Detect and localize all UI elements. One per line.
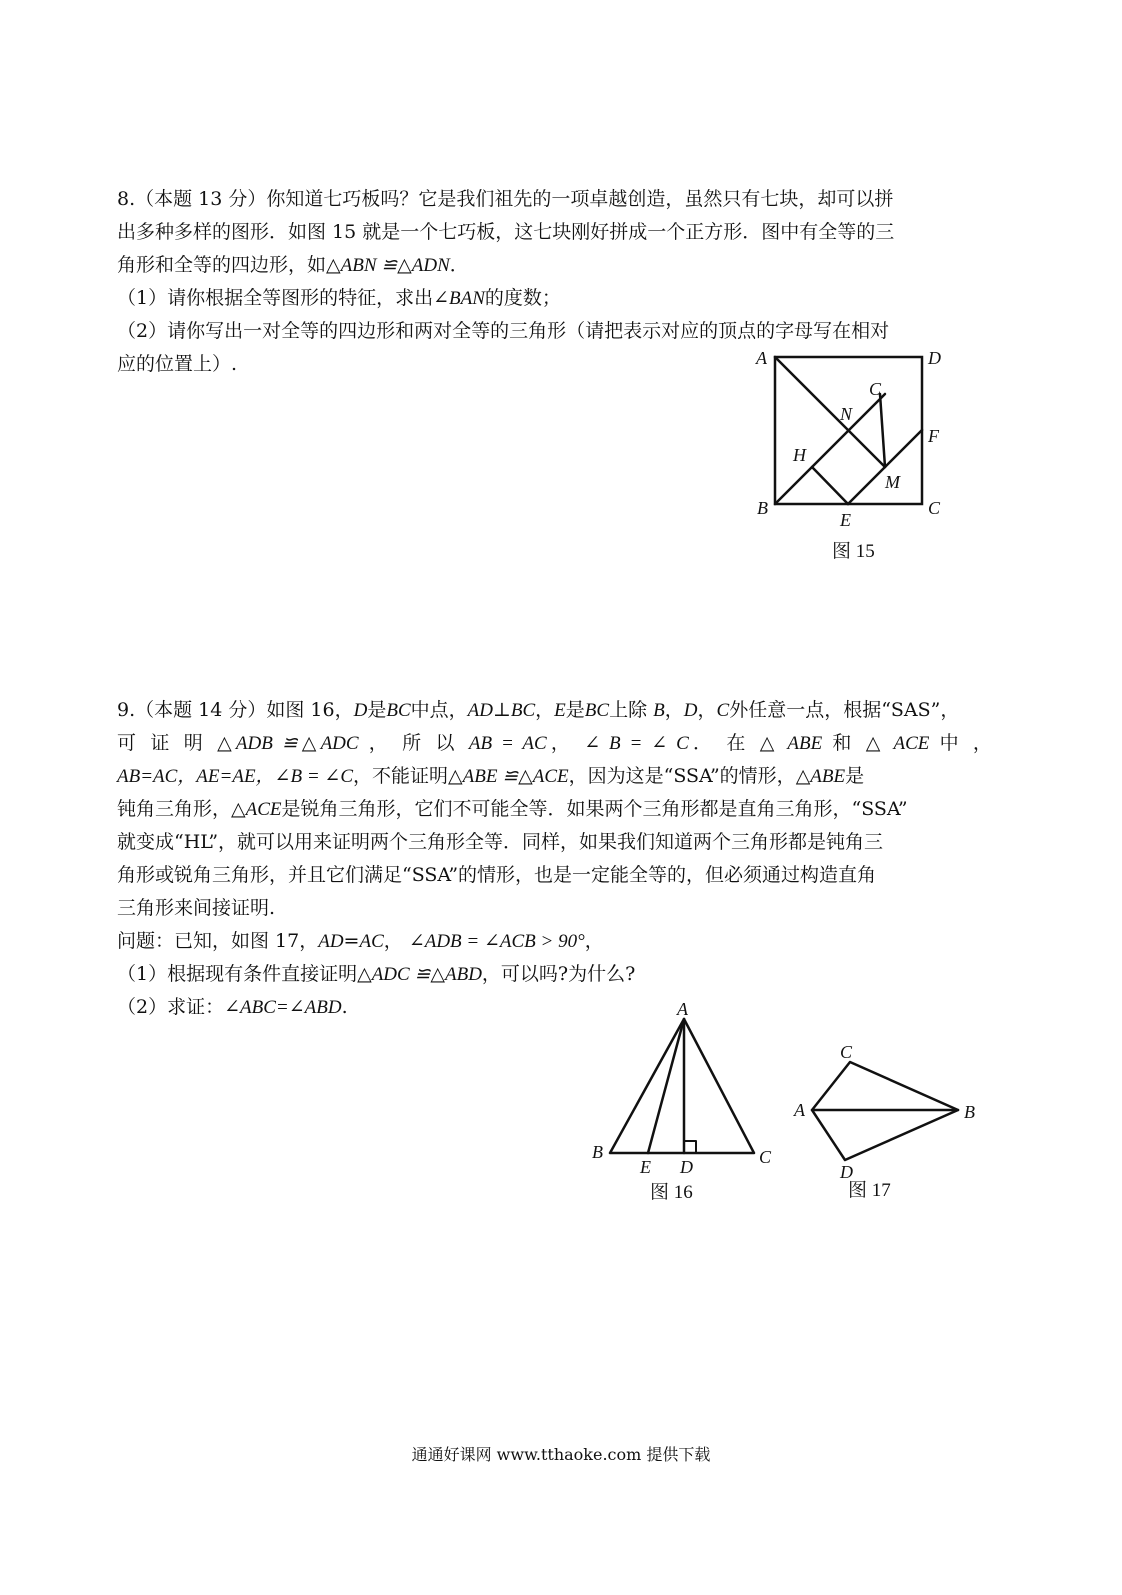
problem-9-question-2: （2）求证：∠ABC=∠ABD. — [117, 996, 348, 1018]
problem-8-question-1: （1）请你根据全等图形的特征，求出∠BAN的度数； — [117, 287, 561, 309]
figure-15-caption: 图 15 — [832, 541, 875, 562]
fig17-label-b: B — [964, 1102, 975, 1122]
problem-8-question-2-line-1: （2）请你写出一对全等的四边形和两对全等的三角形（请把表示对应的顶点的字母写在相对 — [117, 320, 890, 342]
fig15-label-d: D — [928, 348, 941, 368]
page-footer: 通通好课网 www.tthaoke.com 提供下载 — [411, 1445, 711, 1464]
fig16-label-d: D — [680, 1157, 693, 1177]
triangle-abc — [610, 1019, 754, 1153]
problem-9-question-1: （1）根据现有条件直接证明△ADC ≌△ABD，可以吗?为什么? — [117, 963, 636, 985]
fig15-label-a: A — [756, 348, 767, 368]
figure-15-tangram — [740, 340, 960, 570]
right-angle-mark — [684, 1141, 696, 1153]
fig16-label-a: A — [677, 999, 688, 1019]
fig16-label-b: B — [592, 1142, 603, 1162]
line-c-m — [880, 394, 885, 467]
fig15-label-h: H — [793, 445, 806, 465]
angle-ban: ∠BAN — [433, 288, 485, 309]
problem-9-line-2: 可 证 明 △ADB ≌△ADC ， 所 以 AB = AC， ∠ B = ∠ C． 在 △ ABE 和 △ ACE 中 ， — [117, 732, 992, 754]
problem-8-line-1: 8.（本题 13 分）你知道七巧板吗？它是我们祖先的一项卓越创造，虽然只有七块，却可以拼 — [117, 188, 894, 210]
problem-9-line-6: 角形或锐角三角形，并且它们满足“SSA”的情形，也是一定能全等的，但必须通过构造直角 — [117, 864, 877, 886]
figure-16-triangle — [580, 995, 790, 1210]
figure-17-kite — [790, 1040, 990, 1210]
fig16-label-c: C — [759, 1147, 772, 1167]
fig15-label-e: E — [840, 510, 851, 530]
fig17-label-d: D — [840, 1162, 853, 1182]
fig15-label-b: B — [757, 498, 768, 518]
problem-9-line-5: 就变成“HL”，就可以用来证明两个三角形全等．同样，如果我们知道两个三角形都是钝角三 — [117, 831, 884, 853]
line-h-e — [812, 467, 848, 504]
problem-9-line-4: 钝角三角形，△ACE是锐角三角形，它们不可能全等．如果两个三角形都是直角三角形，“SSA” — [117, 798, 908, 820]
problem-9-line-1: 9.（本题 14 分）如图 16，D是BC中点，AD⊥BC，E是BC上除 B，D，C外任意一点，根据“SAS”， — [117, 699, 960, 721]
fig15-label-m: M — [885, 472, 900, 492]
problem-9 — [117, 694, 992, 1024]
problem-8-line-3: 角形和全等的四边形，如△ABN ≌△ADN． — [117, 254, 469, 276]
figure-16-caption: 图 16 — [650, 1182, 693, 1203]
fig15-label-n: N — [840, 404, 853, 424]
problem-8-line-2: 出多种多样的图形．如图 15 就是一个七巧板，这七块刚好拼成一个正方形．图中有全等的三 — [117, 221, 895, 243]
figure-17-caption: 图 17 — [848, 1180, 891, 1201]
problem-9-line-3: AB=AC，AE=AE，∠B = ∠C，不能证明△ABE ≌△ACE，因为这是“SSA”的情形，△ABE是 — [117, 765, 865, 787]
segment-ae — [648, 1019, 684, 1153]
fig15-label-c-top: C — [869, 379, 882, 399]
fig17-label-c: C — [840, 1042, 853, 1062]
fig16-label-e: E — [640, 1157, 651, 1177]
fig17-label-a: A — [794, 1100, 805, 1120]
problem-8-question-2-line-2: 应的位置上）. — [117, 353, 238, 375]
congruence-abn-adn: △ABN ≌△ADN — [326, 255, 450, 276]
fig15-label-c-bottom: C — [928, 498, 941, 518]
fig15-label-f: F — [928, 426, 939, 446]
problem-9-question: 问题：已知，如图 17，AD=AC， ∠ADB = ∠ACB > 90°， — [117, 930, 604, 952]
problem-9-line-7: 三角形来间接证明. — [117, 897, 276, 919]
